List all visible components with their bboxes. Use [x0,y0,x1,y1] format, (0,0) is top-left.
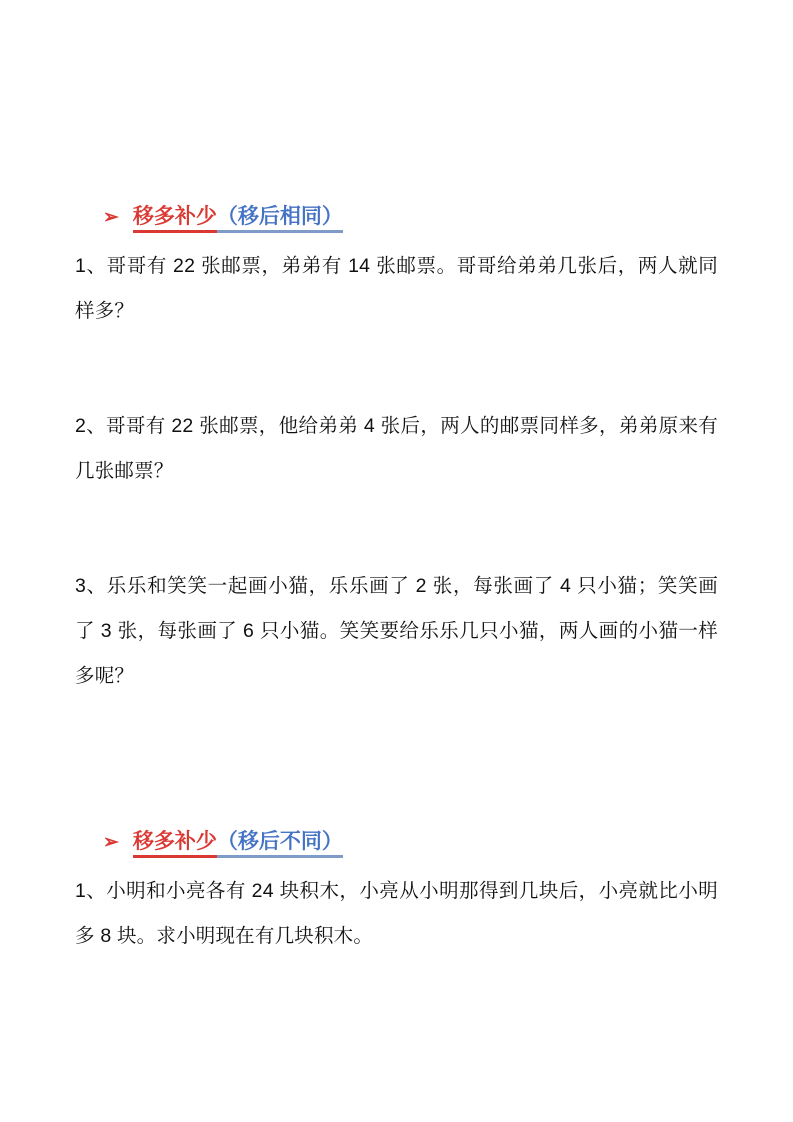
problem-2-1: 1、小明和小亮各有 24 块积木，小亮从小明那得到几块后，小亮就比小明多 8 块。求小明现在有几块积木。 [75,880,718,947]
section-2-title-red: 移多补少 [133,830,217,858]
section-2-title [133,827,343,857]
problem-1-3: 3、乐乐和笑笑一起画小猫，乐乐画了 2 张，每张画了 4 只小猫；笑笑画了 3 张，每张画了 6 只小猫。笑笑要给乐乐几只小猫，两人画的小猫一样多呢？ [75,575,718,687]
section-1-title-red: 移多补少 [133,205,217,233]
problem-1-1: 1、哥哥有 22 张邮票，弟弟有 14 张邮票。哥哥给弟弟几张后，两人就同样多？ [75,255,718,322]
section-heading-1 [103,0,718,233]
section-heading-2 [103,827,718,858]
problem-1-2: 2、哥哥有 22 张邮票，他给弟弟 4 张后，两人的邮票同样多，弟弟原来有几张邮票？ [75,415,718,482]
section-1-title-blue: （移后相同） [217,205,343,233]
arrow-bullet-icon: ➢ [103,832,119,853]
arrow-bullet-icon: ➢ [103,207,119,228]
section-2-title-blue: （移后不同） [217,830,343,858]
section-1-title [133,202,343,232]
